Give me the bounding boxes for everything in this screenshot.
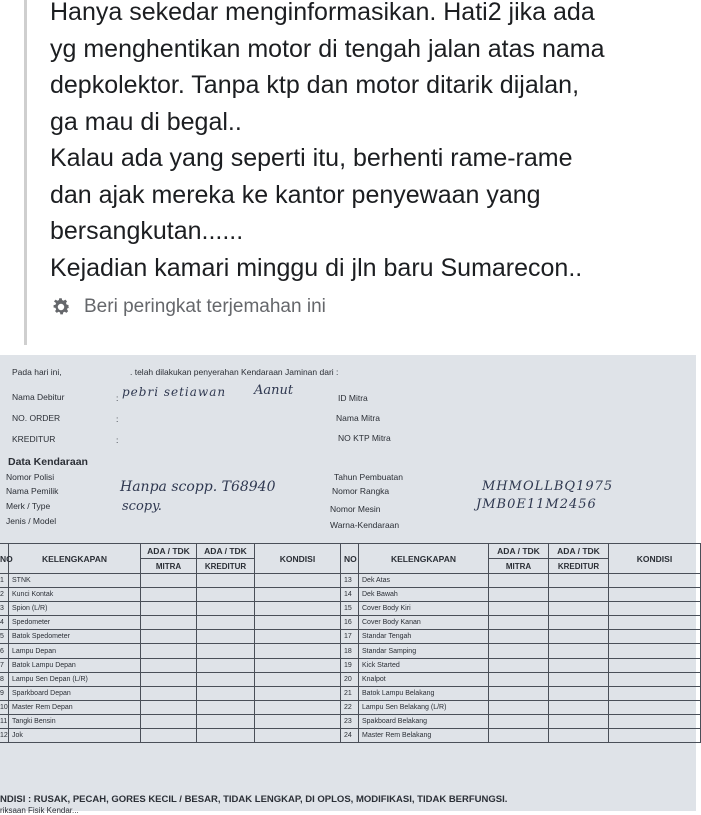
cell-mitra — [141, 686, 197, 700]
handwritten-debtor-name: pebri setiawan — [122, 385, 227, 399]
item-name: Standar Samping — [359, 644, 489, 658]
item-name: Spedometer — [9, 616, 141, 630]
item-name: Tangki Bensin — [9, 714, 141, 728]
cell-kreditur — [549, 700, 609, 714]
quote-bar — [24, 0, 27, 345]
field-nomor-polisi: Nomor Polisi — [6, 472, 55, 482]
field-tahun-pembuatan: Tahun Pembuatan — [334, 472, 403, 482]
field-nama-mitra: Nama Mitra — [336, 413, 380, 423]
cell-mitra — [141, 630, 197, 644]
field-merk-type: Merk / Type — [6, 501, 51, 511]
col-ada-tdk: ADA / TDK — [549, 544, 609, 559]
col-ada-tdk: ADA / TDK — [197, 544, 255, 559]
cell-kreditur — [549, 602, 609, 616]
field-nomor-mesin: Nomor Mesin — [330, 504, 381, 514]
cell-kondisi — [609, 616, 701, 630]
field-nama-debitur: Nama Debitur — [12, 392, 65, 402]
table-row — [341, 729, 701, 743]
cell-kondisi — [609, 686, 701, 700]
table-row — [341, 658, 701, 672]
cell-kreditur — [197, 644, 255, 658]
checklist-table-right — [340, 543, 701, 743]
table-row — [341, 630, 701, 644]
cell-mitra — [489, 630, 549, 644]
post-line: Kalau ada yang seperti itu, berhenti rame-rame — [50, 144, 573, 172]
table-row — [0, 644, 341, 658]
cell-mitra — [489, 686, 549, 700]
item-number: 10 — [0, 700, 9, 714]
table-row — [0, 630, 341, 644]
cell-mitra — [141, 644, 197, 658]
cell-kondisi — [255, 714, 341, 728]
cell-mitra — [141, 588, 197, 602]
cell-kondisi — [255, 644, 341, 658]
item-number: 22 — [341, 700, 359, 714]
item-number: 19 — [341, 658, 359, 672]
cell-kondisi — [255, 630, 341, 644]
cell-mitra — [489, 588, 549, 602]
handwritten-rangka: MHMOLLBQ1975 — [482, 479, 614, 494]
table-row — [341, 644, 701, 658]
condition-footer: NDISI : RUSAK, PECAH, GORES KECIL / BESAR, TIDAK LENGKAP, DI OPLOS, MODIFIKASI, TIDAK BERFUNGSI. — [0, 794, 508, 805]
table-row — [0, 714, 341, 728]
cell-kreditur — [197, 602, 255, 616]
item-number: 6 — [0, 644, 9, 658]
cell-mitra — [489, 616, 549, 630]
item-number: 8 — [0, 672, 9, 686]
item-name: Master Rem Depan — [9, 700, 141, 714]
table-row — [341, 672, 701, 686]
field-nama-pemilik: Nama Pemilik — [6, 486, 59, 496]
cell-kondisi — [609, 644, 701, 658]
table-row — [0, 672, 341, 686]
intro-right: . telah dilakukan penyerahan Kendaraan Jaminan dari : — [130, 367, 339, 377]
section-title-data-kendaraan: Data Kendaraan — [8, 456, 88, 468]
item-name: Batok Lampu Depan — [9, 658, 141, 672]
cell-kreditur — [197, 700, 255, 714]
cell-mitra — [489, 574, 549, 588]
cell-kreditur — [549, 588, 609, 602]
table-row — [341, 616, 701, 630]
col-kelengkapan: KELENGKAPAN — [9, 544, 141, 574]
post-text — [50, 0, 690, 286]
table-row — [341, 700, 701, 714]
cell-mitra — [141, 714, 197, 728]
handwritten-type: scopy. — [122, 499, 162, 514]
checklist-table-left — [0, 543, 341, 743]
cell-kreditur — [549, 616, 609, 630]
col-ada-tdk: ADA / TDK — [141, 544, 197, 559]
cell-kondisi — [609, 658, 701, 672]
cell-kreditur — [549, 658, 609, 672]
item-number: 14 — [341, 588, 359, 602]
col-no: NO — [341, 544, 359, 574]
item-name: Cover Body Kiri — [359, 602, 489, 616]
item-name: Sparkboard Depan — [9, 686, 141, 700]
cell-kreditur — [549, 630, 609, 644]
item-number: 18 — [341, 644, 359, 658]
cell-kondisi — [255, 700, 341, 714]
item-name: Dek Bawah — [359, 588, 489, 602]
cell-kreditur — [549, 574, 609, 588]
cell-mitra — [489, 729, 549, 743]
cell-kondisi — [255, 729, 341, 743]
cell-kondisi — [609, 588, 701, 602]
footer-note: riksaan Fisik Kendar... — [0, 806, 79, 815]
item-name: Jok — [9, 729, 141, 743]
col-mitra: MITRA — [141, 559, 197, 574]
col-kreditur: KREDITUR — [197, 559, 255, 574]
table-row — [341, 602, 701, 616]
item-name: Lampu Depan — [9, 644, 141, 658]
cell-kondisi — [609, 729, 701, 743]
item-number: 2 — [0, 588, 9, 602]
table-row — [0, 616, 341, 630]
cell-mitra — [141, 602, 197, 616]
item-name: Spion (L/R) — [9, 602, 141, 616]
handwritten-owner: Hanpa scopp. T68940 — [120, 479, 276, 495]
handwritten-mesin: JMB0E11M2456 — [476, 497, 597, 512]
item-number: 3 — [0, 602, 9, 616]
cell-kreditur — [549, 644, 609, 658]
item-name: Master Rem Belakang — [359, 729, 489, 743]
item-name: Batok Lampu Belakang — [359, 686, 489, 700]
cell-kondisi — [255, 602, 341, 616]
cell-mitra — [489, 644, 549, 658]
intro-left: Pada hari ini, — [12, 367, 62, 377]
cell-mitra — [141, 700, 197, 714]
cell-kondisi — [255, 658, 341, 672]
item-name: Lampu Sen Belakang (L/R) — [359, 700, 489, 714]
item-number: 21 — [341, 686, 359, 700]
cell-mitra — [489, 658, 549, 672]
cell-kondisi — [255, 672, 341, 686]
col-ada-tdk: ADA / TDK — [489, 544, 549, 559]
post-line: Kejadian kamari minggu di jln baru Sumarecon.. — [50, 253, 583, 282]
cell-mitra — [141, 574, 197, 588]
cell-kreditur — [549, 729, 609, 743]
table-row — [0, 658, 341, 672]
table-row — [341, 574, 701, 588]
item-number: 12 — [0, 729, 9, 743]
cell-kreditur — [197, 574, 255, 588]
cell-mitra — [141, 616, 197, 630]
cell-kreditur — [197, 616, 255, 630]
table-row — [0, 574, 341, 588]
col-kondisi: KONDISI — [609, 544, 701, 574]
field-id-mitra: ID Mitra — [338, 393, 368, 403]
item-number: 7 — [0, 658, 9, 672]
cell-mitra — [489, 602, 549, 616]
table-row — [0, 686, 341, 700]
item-number: 9 — [0, 686, 9, 700]
post-line: ga mau di begal.. — [50, 107, 242, 136]
item-number: 13 — [341, 574, 359, 588]
post-line: Hanya sekedar menginformasikan. Hati2 jika ada — [50, 0, 595, 26]
item-number: 16 — [341, 616, 359, 630]
cell-kondisi — [609, 574, 701, 588]
item-number: 17 — [341, 630, 359, 644]
cell-kondisi — [255, 616, 341, 630]
col-kondisi: KONDISI — [255, 544, 341, 574]
gear-icon — [50, 296, 72, 318]
cell-kondisi — [255, 686, 341, 700]
cell-mitra — [141, 729, 197, 743]
field-no-ktp-mitra: NO KTP Mitra — [338, 433, 391, 443]
cell-kreditur — [197, 686, 255, 700]
item-name: Standar Tengah — [359, 630, 489, 644]
cell-kreditur — [197, 714, 255, 728]
item-number: 4 — [0, 616, 9, 630]
item-number: 15 — [341, 602, 359, 616]
item-number: 20 — [341, 672, 359, 686]
table-row — [341, 686, 701, 700]
cell-kondisi — [609, 630, 701, 644]
rate-translation-label: Beri peringkat terjemahan ini — [84, 296, 326, 317]
item-name: Cover Body Kanan — [359, 616, 489, 630]
field-jenis-model: Jenis / Model — [6, 516, 57, 526]
item-name: Spakboard Belakang — [359, 714, 489, 728]
cell-kreditur — [549, 686, 609, 700]
post-line: yg menghentikan motor di tengah jalan atas nama — [50, 34, 605, 63]
cell-kreditur — [197, 672, 255, 686]
table-row — [0, 588, 341, 602]
cell-kondisi — [609, 700, 701, 714]
col-mitra: MITRA — [489, 559, 549, 574]
table-row — [0, 700, 341, 714]
cell-kreditur — [197, 658, 255, 672]
cell-mitra — [489, 672, 549, 686]
cell-kreditur — [197, 630, 255, 644]
field-no-order: NO. ORDER — [12, 413, 61, 423]
post-container — [0, 0, 696, 345]
handwritten-signature: Aanut — [254, 383, 294, 398]
item-number: 1 — [0, 574, 9, 588]
post-line: bersangkutan...... — [50, 217, 244, 245]
cell-kondisi — [609, 602, 701, 616]
cell-mitra — [141, 672, 197, 686]
item-number: 11 — [0, 714, 9, 728]
field-nomor-rangka: Nomor Rangka — [332, 486, 390, 496]
item-name: Lampu Sen Depan (L/R) — [9, 672, 141, 686]
item-name: Kunci Kontak — [9, 588, 141, 602]
item-number: 24 — [341, 729, 359, 743]
cell-mitra — [489, 714, 549, 728]
cell-kondisi — [255, 588, 341, 602]
cell-kreditur — [549, 714, 609, 728]
item-number: 23 — [341, 714, 359, 728]
post-line: dan ajak mereka ke kantor penyewaan yang — [50, 180, 541, 209]
table-row — [341, 588, 701, 602]
post-line: depkolektor. Tanpa ktp dan motor ditarik dijalan, — [50, 71, 580, 99]
cell-kreditur — [549, 672, 609, 686]
cell-kreditur — [197, 588, 255, 602]
cell-kreditur — [197, 729, 255, 743]
cell-kondisi — [609, 672, 701, 686]
rate-translation-link[interactable] — [50, 296, 326, 318]
item-name: Kick Started — [359, 658, 489, 672]
field-warna: Warna-Kendaraan — [330, 520, 400, 530]
item-name: Dek Atas — [359, 574, 489, 588]
col-kelengkapan: KELENGKAPAN — [359, 544, 489, 574]
document-photo: Pada hari ini, . telah dilakukan penyerahan Kendaraan Jaminan dari : Nama Debitur NO. ORDER KREDITUR : : : pebri setiawan Aanut ID Mitra Nama Mitra NO KTP Mitra Data Kendaraan Nomor Polisi Nama Pemilik Merk / Type Jenis / Model Hanpa scopp. T68940 scopy. Tahun Pembuatan Nomor Rangka Nomor Mesin Warna-Kendaraan MHMOLLBQ1975 JMB0E11M2456 — [0, 355, 696, 811]
cell-kondisi — [255, 574, 341, 588]
item-name: Knalpot — [359, 672, 489, 686]
field-kreditur: KREDITUR — [12, 434, 56, 444]
col-kreditur: KREDITUR — [549, 559, 609, 574]
cell-kondisi — [609, 714, 701, 728]
table-row — [0, 729, 341, 743]
item-name: STNK — [9, 574, 141, 588]
table-row — [341, 714, 701, 728]
item-name: Batok Spedometer — [9, 630, 141, 644]
cell-mitra — [141, 658, 197, 672]
item-number: 5 — [0, 630, 9, 644]
cell-mitra — [489, 700, 549, 714]
table-row — [0, 602, 341, 616]
col-no: NO — [0, 544, 9, 574]
